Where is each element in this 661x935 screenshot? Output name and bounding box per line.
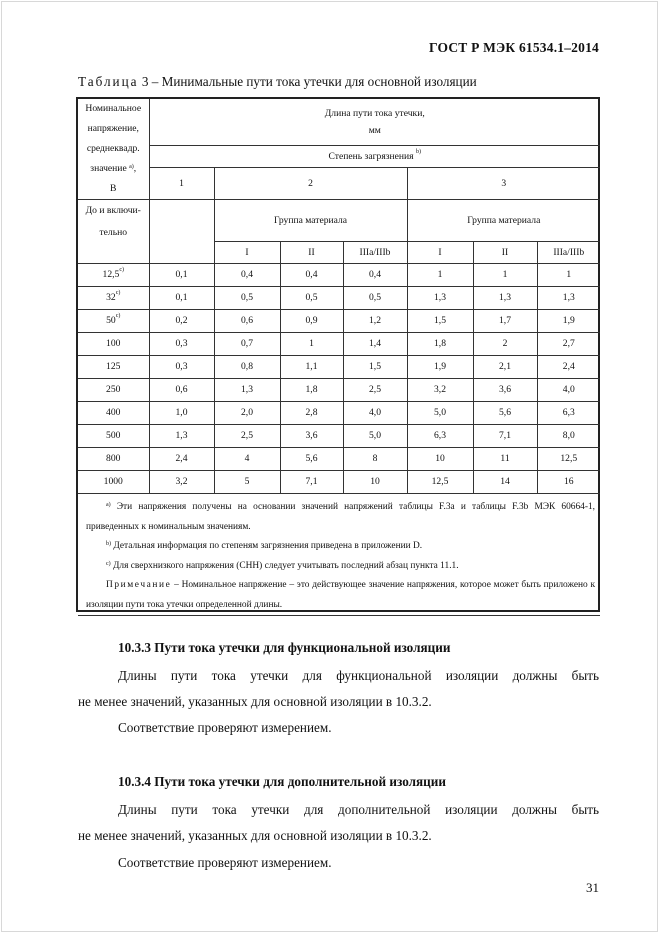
value-cell: 3,2 (407, 379, 473, 402)
voltage-cell: 125 (78, 356, 149, 379)
value-cell: 3,6 (473, 379, 537, 402)
table-row (78, 356, 600, 379)
value-cell: 1,3 (407, 287, 473, 310)
value-cell: 14 (473, 471, 537, 494)
value-cell: 1,3 (149, 425, 214, 448)
group-col: I (407, 242, 473, 264)
table-row (78, 402, 600, 425)
value-cell: 1 (407, 264, 473, 287)
value-cell: 16 (537, 471, 600, 494)
voltage-header-line: Номинальное (85, 103, 142, 114)
caption-word: Таблица (78, 74, 139, 89)
footnote-mark: c) (115, 290, 121, 297)
value-cell: 1,8 (407, 333, 473, 356)
voltage-cell: 400 (78, 402, 149, 425)
voltage-cell: 100 (78, 333, 149, 356)
footnote-b: $^{b)}$ Детальная информация по степеням загрязнения приведена в приложении D. (106, 541, 423, 551)
value-cell: 0,8 (214, 356, 280, 379)
value-cell: 5,6 (280, 448, 343, 471)
value-cell: 0,5 (280, 287, 343, 310)
voltage-unit: В (110, 183, 117, 194)
voltage-cell: 1000 (78, 471, 149, 494)
table-row (78, 310, 600, 333)
group-col: IIIa/IIIb (537, 242, 600, 264)
value-cell: 0,2 (149, 310, 214, 333)
degree-3: 3 (407, 167, 600, 200)
section-10-3-4-paragraph: Длины пути тока утечки для дополнительной изоляции должны быть не менее значений, указанных для основной изоляции в 10.3.2. (78, 802, 599, 843)
value-cell: 4 (214, 448, 280, 471)
value-cell: 3,2 (149, 471, 214, 494)
creepage-grid (78, 99, 600, 616)
value-cell: 1 (473, 264, 537, 287)
value-cell: 3,6 (280, 425, 343, 448)
group-col: II (473, 242, 537, 264)
page-number: 31 (586, 880, 599, 895)
group-col: I (214, 242, 280, 264)
value-cell: 0,3 (149, 333, 214, 356)
footnotes (78, 494, 600, 615)
group-col: IIIa/IIIb (343, 242, 407, 264)
value-cell: 0,4 (343, 264, 407, 287)
section-10-3-4-heading: 10.3.4 Пути тока утечки для дополнительной изоляции (118, 774, 446, 789)
table-row (78, 264, 600, 287)
value-cell: 1 (280, 333, 343, 356)
value-cell: 2,8 (280, 402, 343, 425)
value-cell: 1,3 (537, 287, 600, 310)
creepage-table (76, 97, 600, 612)
up-to-header: До и включи- тельно (78, 200, 149, 264)
value-cell: 10 (343, 471, 407, 494)
footnote-mark: c) (119, 267, 124, 274)
voltage-cell: 800 (78, 448, 149, 471)
value-cell: 4,0 (343, 402, 407, 425)
value-cell: 0,3 (149, 356, 214, 379)
value-cell: 8 (343, 448, 407, 471)
footnote-c: $^{c)}$ Для сверхнизкого напряжения (СНН) следует учитывать последний абзац пункта 11.1. (106, 560, 459, 571)
value-cell: 0,1 (149, 287, 214, 310)
value-cell: 1,7 (473, 310, 537, 333)
degree-1-group-empty (149, 200, 214, 264)
value-cell: 1,5 (407, 310, 473, 333)
value-cell: 0,7 (214, 333, 280, 356)
footnote-mark: c) (115, 313, 121, 320)
value-cell: 1,9 (537, 310, 600, 333)
caption-text: 3 – Минимальные пути тока утечки для основной изоляции (138, 74, 477, 89)
degree-2: 2 (214, 167, 407, 200)
voltage-cell: 500 (78, 425, 149, 448)
footnote-mark: а) (129, 164, 134, 170)
value-cell: 1,0 (149, 402, 214, 425)
value-cell: 6,3 (537, 402, 600, 425)
value-cell: 4,0 (537, 379, 600, 402)
group-col: II (280, 242, 343, 264)
voltage-header-line: среднеквадр. (86, 143, 140, 154)
value-cell: 1,1 (280, 356, 343, 379)
pollution-header: Степень загрязнения $^{b)}$ (149, 146, 600, 167)
group-label-degree-3: Группа материала (407, 200, 600, 242)
value-cell: 0,6 (214, 310, 280, 333)
value-cell: 2,4 (537, 356, 600, 379)
value-cell: 2,1 (473, 356, 537, 379)
voltage-header-line: значение $^{а)}$, (90, 163, 137, 174)
section-10-3-3-paragraph: Длины пути тока утечки для функциональной изоляции должны быть не менее значений, указанных для основной изоляции в 10.3.2. (78, 668, 599, 709)
voltage-cell: 32$^{c)}$ (78, 287, 149, 310)
degree-1: 1 (149, 167, 214, 200)
table-body (78, 264, 600, 494)
value-cell: 12,5 (407, 471, 473, 494)
value-cell: 2,0 (214, 402, 280, 425)
value-cell: 1 (537, 264, 600, 287)
standard-header: ГОСТ Р МЭК 61534.1–2014 (429, 40, 599, 55)
value-cell: 0,9 (280, 310, 343, 333)
value-cell: 5 (214, 471, 280, 494)
value-cell: 8,0 (537, 425, 600, 448)
value-cell: 11 (473, 448, 537, 471)
value-cell: 7,1 (473, 425, 537, 448)
voltage-cell: 50$^{c)}$ (78, 310, 149, 333)
value-cell: 1,9 (407, 356, 473, 379)
value-cell: 0,4 (214, 264, 280, 287)
voltage-header (78, 99, 149, 200)
table-note: Примечание – Номинальное напряжение – это действующее значение напряжения, которое может быть приложено к изоляции пути тока утечки определенной длины. (86, 580, 596, 610)
section-10-3-4-compliance: Соответствие проверяют измерением. (118, 855, 332, 870)
value-cell: 2,4 (149, 448, 214, 471)
value-cell: 0,5 (214, 287, 280, 310)
group-label-degree-2: Группа материала (214, 200, 407, 242)
value-cell: 0,6 (149, 379, 214, 402)
value-cell: 1,8 (280, 379, 343, 402)
value-cell: 1,3 (473, 287, 537, 310)
table-row (78, 287, 600, 310)
voltage-cell: 12,5$^{c)}$ (78, 264, 149, 287)
value-cell: 2,5 (343, 379, 407, 402)
value-cell: 1,4 (343, 333, 407, 356)
section-10-3-3-compliance: Соответствие проверяют измерением. (118, 720, 332, 735)
value-cell: 12,5 (537, 448, 600, 471)
table-caption (78, 74, 477, 90)
footnote-a: $^{а)}$ Эти напряжения получены на основании значений напряжений таблицы F.3a и таблицы F.3b МЭК 60664-1, приведенных к номинальным значениям. (86, 502, 596, 532)
length-title: Длина пути тока утечки, (324, 107, 425, 119)
value-cell: 5,0 (407, 402, 473, 425)
value-cell: 0,5 (343, 287, 407, 310)
value-cell: 1,5 (343, 356, 407, 379)
voltage-cell: 250 (78, 379, 149, 402)
value-cell: 1,3 (214, 379, 280, 402)
footnotes-cell (78, 494, 600, 616)
table-row (78, 471, 600, 494)
footnote-mark: b) (416, 148, 422, 155)
value-cell: 7,1 (280, 471, 343, 494)
table-row (78, 333, 600, 356)
table-row (78, 425, 600, 448)
value-cell: 2,7 (537, 333, 600, 356)
value-cell: 10 (407, 448, 473, 471)
table-row (78, 379, 600, 402)
value-cell: 5,6 (473, 402, 537, 425)
section-10-3-3-heading: 10.3.3 Пути тока утечки для функциональной изоляции (118, 640, 451, 655)
value-cell: 5,0 (343, 425, 407, 448)
voltage-header-line: напряжение, (87, 123, 139, 134)
table-row (78, 448, 600, 471)
value-cell: 2 (473, 333, 537, 356)
value-cell: 2,5 (214, 425, 280, 448)
length-header (149, 99, 600, 146)
length-unit: мм (368, 125, 381, 137)
value-cell: 1,2 (343, 310, 407, 333)
value-cell: 6,3 (407, 425, 473, 448)
value-cell: 0,4 (280, 264, 343, 287)
value-cell: 0,1 (149, 264, 214, 287)
